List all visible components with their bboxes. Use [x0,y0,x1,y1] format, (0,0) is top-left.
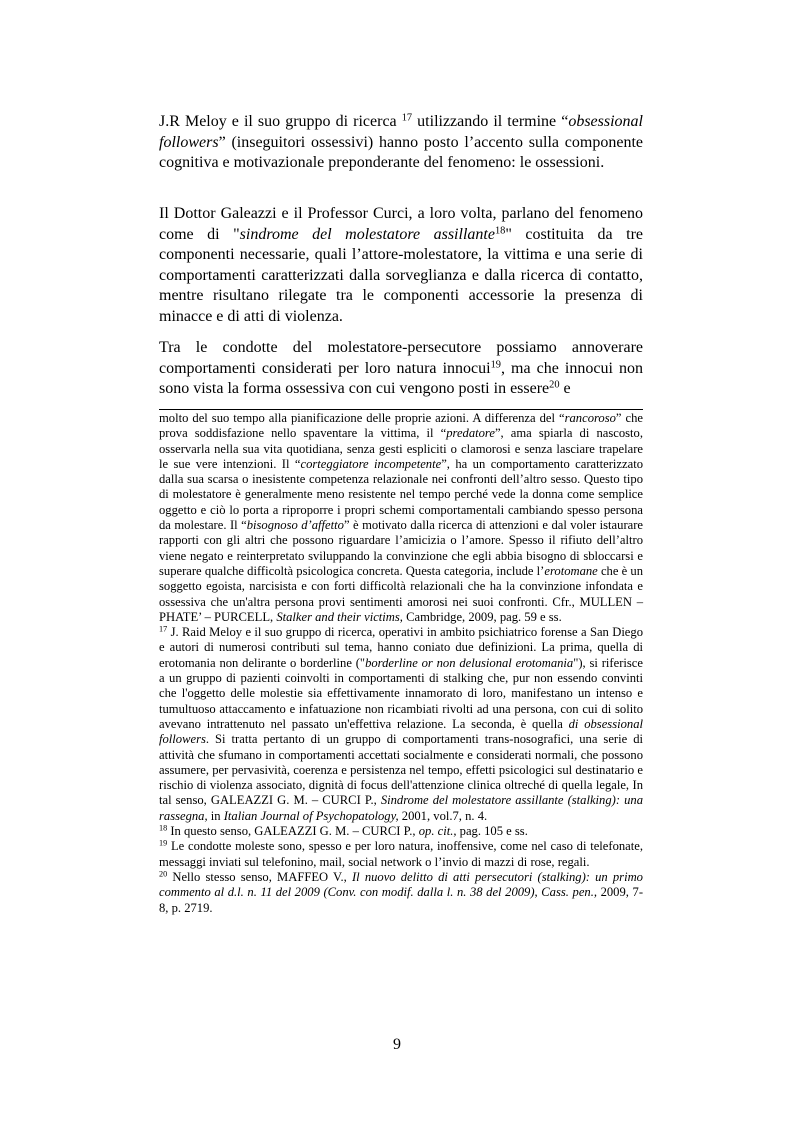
page-number: 9 [393,1036,401,1053]
body-paragraph-1: J.R Meloy e il suo gruppo di ricerca $^{17}$ utilizzando il termine “obsessional followers” (inseguitori ossessivi) hanno posto l’accento sulla componente cognitiva e motivazionale preponderante del fenomeno: le ossessioni. [159,112,643,171]
footnote-ref-18[interactable]: 18 [494,224,506,236]
footnotes [159,411,643,916]
footnote-number: 17 [159,624,168,634]
footnote-separator [159,409,643,410]
footnote-19: $^{19}$ Le condotte moleste sono, spesso e per loro natura, inoffensive, come nel caso di telefonate, messaggi inviati sul telefonino, mail, social network o l’invio di mazzi di rose, regali. [159,838,643,869]
footnote-18: $^{18}$ In questo senso, GALEAZZI G. M. – CURCI P., op. cit., pag. 105 e ss. [159,823,528,839]
footnote-ref-20[interactable]: 20 [549,379,560,391]
footnote-ref-17[interactable]: 17 [401,112,413,124]
footnote-20: $^{20}$ Nello stesso senso, MAFFEO V., Il nuovo delitto di atti persecutori (stalking): un primo commento al d.l. n. 11 del 2009 (Conv. con modif. dalla l. n. 38 del 2009), Cass. pen., 2009, 7-8, p. 2719. [159,869,644,915]
body-paragraph-2: Il Dottor Galeazzi e il Professor Curci, a loro volta, parlano del fenomeno come di "sindrome del molestatore assillante$^{18}$" costituita da tre componenti necessarie, quali l’attore-molestatore, la vittima e una serie di comportamenti caratterizzati dalla sorveglianza e dalla ricerca di contatto, mentre risultano rilegate tra le componenti accessorie la presenza di minacce e di atti di violenza. [159,205,644,325]
footnote-number: 18 [159,823,168,833]
footnote-number: 20 [159,869,168,879]
footnote-17: $^{17}$ J. Raid Meloy e il suo gruppo di ricerca, operativi in ambito psichiatrico forense a San Diego e autori di numerosi contributi sul tema, hanno coniato due definizioni. La prima, quella di erotomania non delirante o borderline ("borderline or non delusional erotomania"), si riferisce a un gruppo di pazienti coinvolti in comportamenti di stalking che, pur non essendo convinti che l'oggetto delle molestie sia effettivamente innamorato di loro, manifestano un intenso e tumultuoso attaccamento e infatuazione non ricambiati rivolti ad una persona, con cui di solito avevano intrattenuto nel passato un'effettiva relazione. La seconda, è quella di obsessional followers. Si tratta pertanto di un gruppo di comportamenti trans-nosografici, una serie di attività che sfumano in comportamenti accettati socialmente e considerati normali, che possono assumere, per pervasività, coerenza e persistenza nel tempo, effetti psicologici sul destinatario e rischio di violenza associato, dignità di focus dell'attenzione clinica oltreché di quella legale, In tal senso, GALEAZZI G. M. – CURCI P., Sindrome del molestatore assillante (stalking): una rassegna, in Italian Journal of Psychopatology, 2001, vol.7, n. 4. [159,624,644,823]
body-paragraph-3: Tra le condotte del molestatore-persecutore possiamo annoverare comportamenti considerati per loro natura innocui$^{19}$, ma che innocui non sono vista la forma ossessiva con cui vengono posti in essere$^{20}$ e [159,339,643,397]
footnote-continuation: molto del suo tempo alla pianificazione delle proprie azioni. A differenza del “rancoroso” che prova soddisfazione nello spaventare la vittima, il “predatore”, ama spiarla di nascosto, osservarla nella sua vita quotidiana, senza gesti espliciti o clamorosi e senza lasciare trapelare le sue vere intenzioni. Il “corteggiatore incompetente”, ha un comportamento caratterizzato dalla sua scarsa o inesistente competenza relazionale nei confronti dell’altro sesso. Questo tipo di molestatore è generalmente meno resistente nel tempo perché vede la donna come semplice oggetto e ciò lo porta a riproporre i propri schemi comportamentali cambiando spesso persona da molestare. Il “bisognoso d’affetto” è motivato dalla ricerca di attenzioni e dal voler istaurare rapporti con gli altri che possono riguardare l’amicizia o l’amore. Spesso il rifiuto dell’altro viene negato e reinterpretato sviluppando la convinzione che egli abbia bisogno di sbloccarsi e superare qualche difficoltà psicologica concreta. Questa categoria, include l’erotomane che è un soggetto egoista, narcisista e con forti difficoltà relazionali che ha la convinzione infondata e ossessiva che un'altra persona provi sentimenti amorosi nei suoi confronti. Cfr., MULLEN – PHATE’ – PURCELL, Stalker and their victims, Cambridge, 2009, pag. 59 e ss. [159,411,644,624]
footnote-ref-19[interactable]: 19 [490,358,501,370]
footnote-number: 19 [159,838,168,848]
